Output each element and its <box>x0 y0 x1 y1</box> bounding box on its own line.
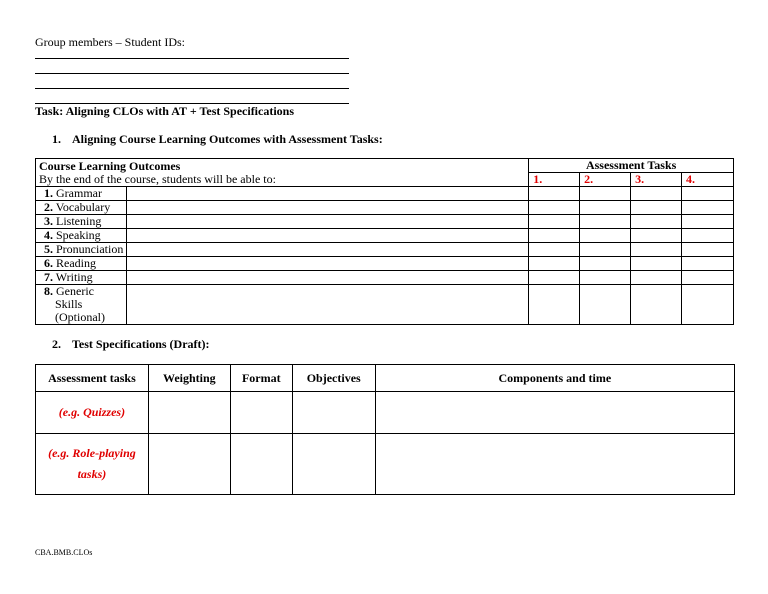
clo-label: Grammar <box>56 186 102 200</box>
header-format: Format <box>230 365 292 392</box>
clo-task-cell[interactable] <box>580 201 631 215</box>
clo-number: 1. <box>44 186 53 200</box>
section1-number: 1. <box>52 132 61 146</box>
clo-task-cell[interactable] <box>631 271 682 285</box>
clo-label-line: Skills <box>55 297 83 311</box>
clo-number: 5. <box>44 242 53 256</box>
clo-label: Speaking <box>56 228 101 242</box>
clo-row <box>36 243 734 257</box>
task-number-3: 3. <box>631 173 682 187</box>
spec-cell[interactable] <box>148 434 230 495</box>
member-line-3[interactable] <box>35 88 349 89</box>
clo-label: Vocabulary <box>55 200 111 214</box>
clo-task-cell[interactable] <box>529 243 580 257</box>
task-title: Task: Aligning CLOs with AT + Test Specifications <box>35 104 295 118</box>
clo-task-cell[interactable] <box>580 285 631 325</box>
task-number-2: 2. <box>580 173 631 187</box>
clo-row <box>36 257 734 271</box>
clo-label-cell <box>36 187 127 201</box>
example-line: (e.g. Role-playing <box>48 446 136 460</box>
task-number-1: 1. <box>529 173 580 187</box>
clo-task-cell[interactable] <box>631 285 682 325</box>
clo-header-subtitle: By the end of the course, students will be able to: <box>39 172 276 186</box>
clo-row <box>36 229 734 243</box>
clo-label: Pronunciation <box>56 242 124 256</box>
spec-row <box>36 434 735 495</box>
clo-task-cell[interactable] <box>682 243 734 257</box>
clo-label-cell <box>36 243 127 257</box>
example-line: tasks) <box>77 467 107 481</box>
clo-label-cell <box>36 215 127 229</box>
footer-code: CBA.BMB.CLOs <box>35 548 93 557</box>
spec-row <box>36 392 735 434</box>
spec-cell[interactable] <box>375 434 734 495</box>
clo-number: 2. <box>44 200 53 214</box>
header-objectives: Objectives <box>292 365 375 392</box>
clo-number: 6. <box>44 256 53 270</box>
clo-label-cell <box>36 201 127 215</box>
section1-title: Aligning Course Learning Outcomes with Assessment Tasks: <box>72 132 383 146</box>
section2-title: Test Specifications (Draft): <box>72 337 210 351</box>
clo-task-cell[interactable] <box>529 229 580 243</box>
group-members-label: Group members – Student IDs: <box>35 35 185 49</box>
section2-heading <box>52 337 210 352</box>
clo-row <box>36 271 734 285</box>
clo-header-title: Course Learning Outcomes <box>39 159 181 173</box>
clo-task-cell[interactable] <box>580 229 631 243</box>
clo-header-cell <box>36 159 529 187</box>
clo-label: Reading <box>56 256 96 270</box>
clo-task-cell[interactable] <box>529 271 580 285</box>
clo-task-cell[interactable] <box>631 201 682 215</box>
clo-task-cell[interactable] <box>529 257 580 271</box>
section2-number: 2. <box>52 337 61 351</box>
clo-description-cell[interactable] <box>126 187 528 201</box>
header-components-time: Components and time <box>375 365 734 392</box>
clo-label: Generic <box>56 284 94 298</box>
clo-task-cell[interactable] <box>631 215 682 229</box>
spec-cell[interactable] <box>230 392 292 434</box>
clo-number: 4. <box>44 228 53 242</box>
clo-table <box>35 158 734 325</box>
clo-description-cell[interactable] <box>126 285 528 325</box>
clo-task-cell[interactable] <box>580 243 631 257</box>
clo-row <box>36 285 734 325</box>
clo-number: 3. <box>44 214 53 228</box>
member-line-1[interactable] <box>35 58 349 59</box>
clo-description-cell[interactable] <box>126 229 528 243</box>
clo-task-cell[interactable] <box>631 229 682 243</box>
spec-cell[interactable] <box>148 392 230 434</box>
spec-cell[interactable] <box>230 434 292 495</box>
header-weighting: Weighting <box>148 365 230 392</box>
clo-description-cell[interactable] <box>126 271 528 285</box>
clo-label-cell <box>36 271 127 285</box>
clo-number: 8. <box>44 284 53 298</box>
header-assessment-tasks: Assessment tasks <box>36 365 149 392</box>
clo-task-cell[interactable] <box>682 271 734 285</box>
assessment-tasks-header: Assessment Tasks <box>529 159 734 173</box>
clo-label: Listening <box>56 214 102 228</box>
clo-task-cell[interactable] <box>682 201 734 215</box>
task-number-4: 4. <box>682 173 734 187</box>
clo-row <box>36 187 734 201</box>
clo-task-cell[interactable] <box>682 229 734 243</box>
spec-table <box>35 364 735 495</box>
clo-task-cell[interactable] <box>682 257 734 271</box>
clo-task-cell[interactable] <box>631 187 682 201</box>
clo-task-cell[interactable] <box>580 215 631 229</box>
clo-description-cell[interactable] <box>126 243 528 257</box>
spec-cell[interactable] <box>375 392 734 434</box>
member-line-2[interactable] <box>35 73 349 74</box>
clo-task-cell[interactable] <box>580 187 631 201</box>
clo-description-cell[interactable] <box>126 215 528 229</box>
example-role-playing <box>36 434 149 495</box>
clo-description-cell[interactable] <box>126 201 528 215</box>
example-quizzes: (e.g. Quizzes) <box>36 392 149 434</box>
clo-row <box>36 201 734 215</box>
clo-task-cell[interactable] <box>682 215 734 229</box>
clo-task-cell[interactable] <box>682 285 734 325</box>
clo-label-cell <box>36 285 127 325</box>
clo-row <box>36 215 734 229</box>
clo-task-cell[interactable] <box>631 243 682 257</box>
clo-label-line: (Optional) <box>55 310 105 324</box>
spec-cell[interactable] <box>292 434 375 495</box>
section1-heading <box>52 132 383 147</box>
clo-label-cell <box>36 229 127 243</box>
clo-task-cell[interactable] <box>631 257 682 271</box>
spec-cell[interactable] <box>292 392 375 434</box>
clo-task-cell[interactable] <box>529 201 580 215</box>
clo-label-cell <box>36 257 127 271</box>
clo-task-cell[interactable] <box>580 271 631 285</box>
clo-task-cell[interactable] <box>580 257 631 271</box>
clo-task-cell[interactable] <box>682 187 734 201</box>
clo-task-cell[interactable] <box>529 285 580 325</box>
clo-task-cell[interactable] <box>529 187 580 201</box>
clo-task-cell[interactable] <box>529 215 580 229</box>
clo-label: Writing <box>55 270 93 284</box>
clo-number: 7. <box>44 270 53 284</box>
clo-description-cell[interactable] <box>126 257 528 271</box>
